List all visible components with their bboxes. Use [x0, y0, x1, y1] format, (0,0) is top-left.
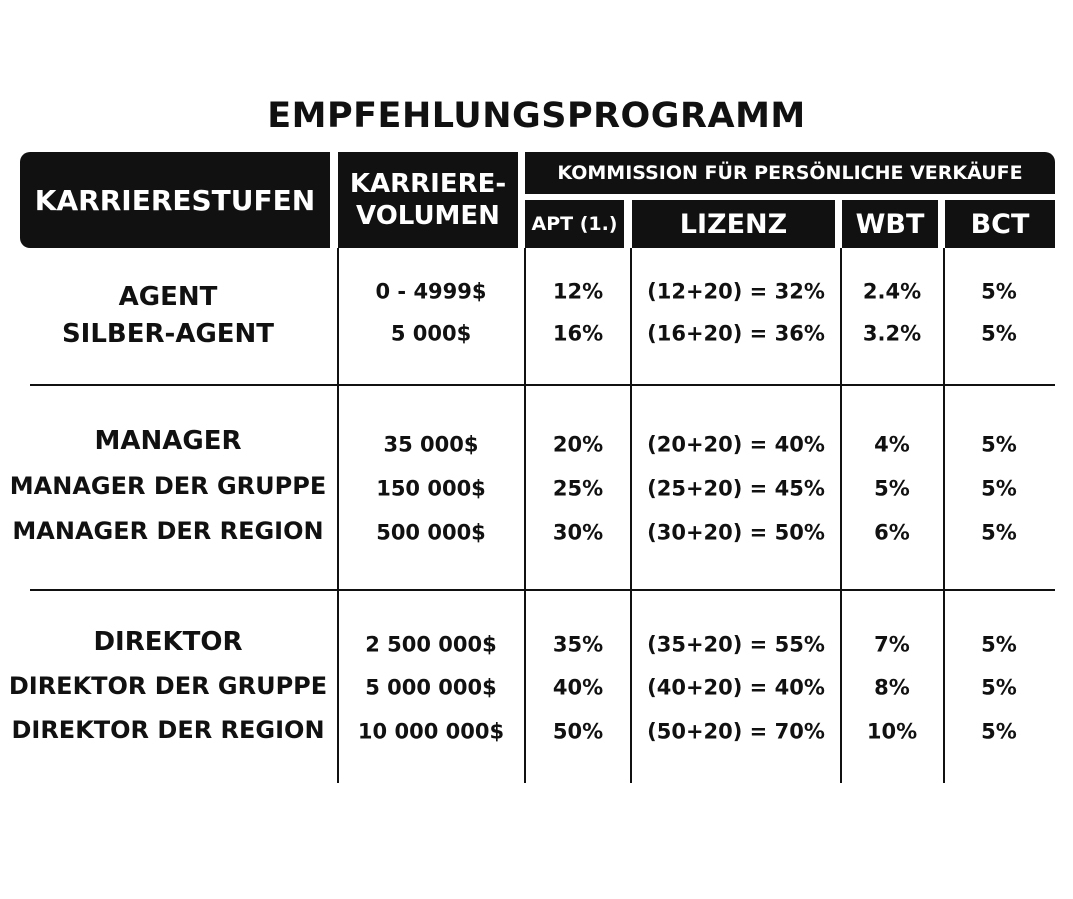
header-volume-line1: KARRIERE-	[349, 168, 507, 199]
header-commission	[525, 152, 1055, 194]
wbt-cell: 4%	[874, 432, 910, 457]
header-apt	[525, 200, 624, 248]
level-manager: MANAGER	[94, 426, 242, 456]
header-bct	[945, 200, 1055, 248]
apt-cell: 50%	[552, 719, 604, 744]
wbt-cell: 2.4%	[862, 279, 922, 304]
bct-cell: 5%	[981, 675, 1017, 700]
header-volume-line2: VOLUMEN	[356, 201, 500, 231]
level-manager-group: MANAGER DER GRUPPE	[9, 472, 327, 500]
wbt-cell: 6%	[874, 520, 910, 545]
header-apt-label: APT (1.)	[531, 213, 618, 235]
level-direktor: DIREKTOR	[93, 627, 243, 657]
column-divider	[840, 248, 842, 783]
apt-cell: 25%	[552, 476, 604, 501]
level-silber-agent: SILBER-AGENT	[61, 319, 275, 349]
license-cell: (12+20) = 32%	[647, 279, 825, 304]
apt-cell: 16%	[552, 321, 604, 346]
license-cell: (40+20) = 40%	[647, 675, 825, 700]
column-divider	[337, 248, 339, 783]
header-commission-label: KOMMISSION FÜR PERSÖNLICHE VERKÄUFE	[557, 162, 1023, 184]
group-divider	[30, 384, 1055, 386]
bct-cell: 5%	[981, 632, 1017, 657]
wbt-cell: 10%	[866, 719, 918, 744]
bct-cell: 5%	[981, 321, 1017, 346]
header-volume	[338, 152, 518, 248]
column-divider	[943, 248, 945, 783]
apt-cell: 20%	[552, 432, 604, 457]
level-agent: AGENT	[118, 282, 218, 312]
wbt-cell: 8%	[874, 675, 910, 700]
apt-cell: 40%	[552, 675, 604, 700]
apt-cell: 30%	[552, 520, 604, 545]
license-cell: (20+20) = 40%	[647, 432, 825, 457]
header-bct-label: BCT	[970, 208, 1030, 240]
level-direktor-group: DIREKTOR DER GRUPPE	[8, 672, 328, 700]
apt-cell: 35%	[552, 632, 604, 657]
license-cell: (50+20) = 70%	[647, 719, 825, 744]
header-wbt	[842, 200, 938, 248]
level-direktor-region: DIREKTOR DER REGION	[11, 716, 325, 744]
license-cell: (35+20) = 55%	[647, 632, 825, 657]
wbt-cell: 7%	[874, 632, 910, 657]
volume-cell: 2 500 000$	[365, 632, 497, 657]
volume-cell: 35 000$	[383, 432, 479, 457]
bct-cell: 5%	[981, 520, 1017, 545]
wbt-cell: 3.2%	[862, 321, 922, 346]
bct-cell: 5%	[981, 719, 1017, 744]
apt-cell: 12%	[552, 279, 604, 304]
volume-cell: 5 000$	[390, 321, 472, 346]
bct-cell: 5%	[981, 432, 1017, 457]
license-cell: (30+20) = 50%	[647, 520, 825, 545]
header-wbt-label: WBT	[855, 208, 925, 240]
level-manager-region: MANAGER DER REGION	[12, 517, 324, 545]
volume-cell: 150 000$	[376, 476, 486, 501]
column-divider	[524, 248, 526, 783]
volume-cell: 0 - 4999$	[375, 279, 487, 304]
volume-cell: 10 000 000$	[357, 719, 505, 744]
header-license-label: LIZENZ	[679, 208, 788, 240]
license-cell: (25+20) = 45%	[647, 476, 825, 501]
header-license	[632, 200, 835, 248]
header-levels-label: KARRIERESTUFEN	[34, 183, 316, 217]
column-divider	[630, 248, 632, 783]
bct-cell: 5%	[981, 279, 1017, 304]
bct-cell: 5%	[981, 476, 1017, 501]
group-divider	[30, 589, 1055, 591]
volume-cell: 500 000$	[376, 520, 486, 545]
license-cell: (16+20) = 36%	[647, 321, 825, 346]
volume-cell: 5 000 000$	[365, 675, 497, 700]
page-title: EMPFEHLUNGSPROGRAMM	[267, 96, 806, 136]
wbt-cell: 5%	[874, 476, 910, 501]
header-levels	[20, 152, 330, 248]
